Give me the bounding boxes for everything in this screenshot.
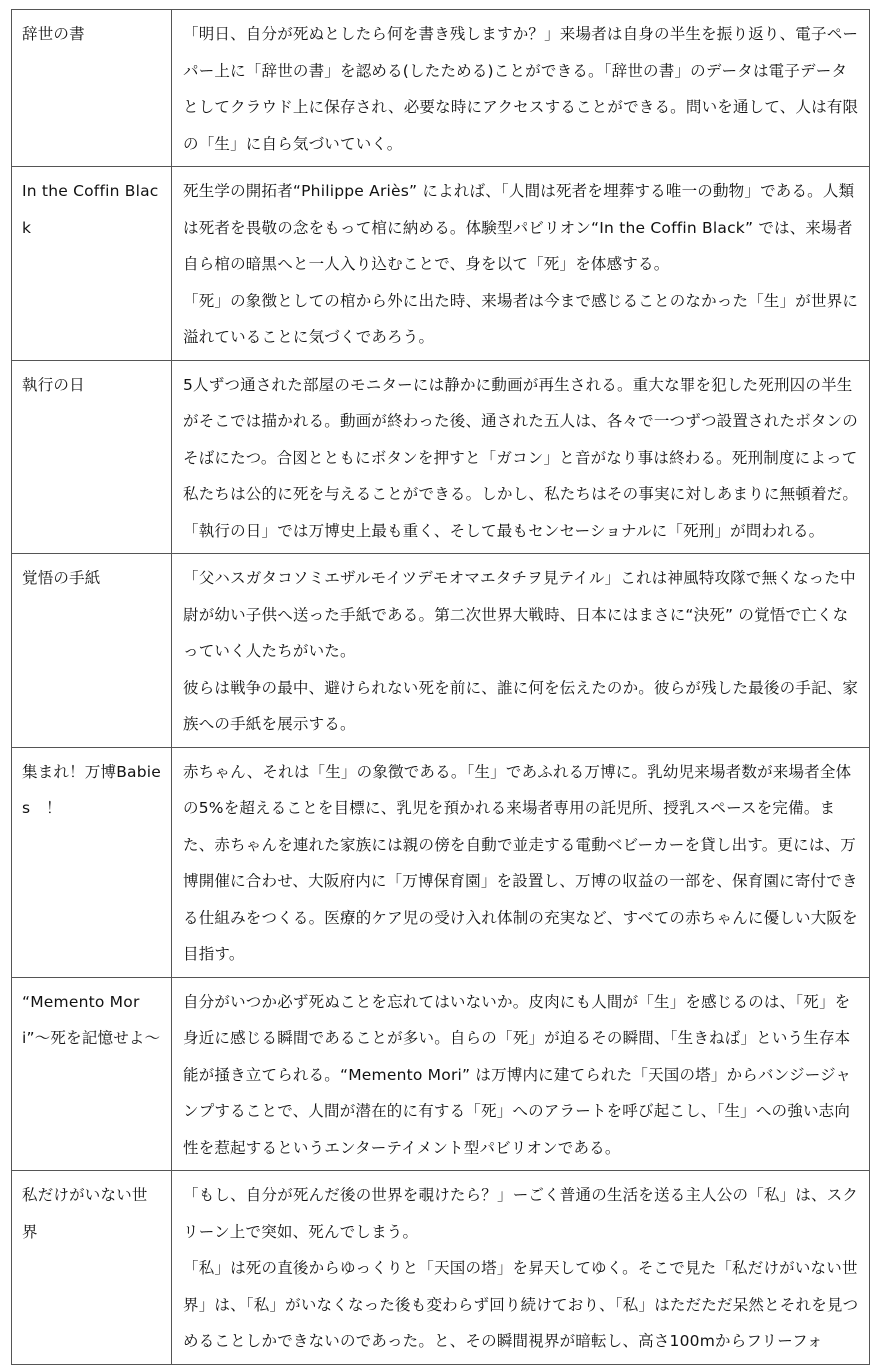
- table-row: [12, 167, 870, 361]
- table-body: [12, 10, 870, 1365]
- table-row: [12, 360, 870, 554]
- table-row: [12, 10, 870, 167]
- description-paragraph: 「死」の象徴としての棺から外に出た時、来場者は今まで感じることのなかった「生」が世界に溢れていることに気づくであろう。: [183, 291, 859, 346]
- row-description: [172, 360, 870, 554]
- row-title: In the Coffin Black: [12, 167, 172, 361]
- description-paragraph: 「明日、自分が死ぬとしたら何を書き残しますか？」来場者は自身の半生を振り返り、電子ペーパー上に「辞世の書」を認める(したためる)ことができる。「辞世の書」のデータは電子データとしてクラウド上に保存され、必要な時にアクセスすることができる。問いを通して、人は有限の「生」に自ら気づいていく。: [183, 25, 859, 153]
- row-description: [172, 167, 870, 361]
- description-paragraph: 死生学の開拓者“Philippe Ariès” によれば、「人間は死者を埋葬する唯一の動物」である。人類は死者を畏敬の念をもって棺に納める。体験型パビリオン“In the Coffin Black” では、来場者自ら棺の暗黒へと一人入り込むことで、身を以て「死」を体感する。: [183, 182, 855, 273]
- row-title: 辞世の書: [12, 10, 172, 167]
- row-description: [172, 747, 870, 977]
- pavilion-table: [11, 9, 870, 1365]
- description-paragraph: 「もし、自分が死んだ後の世界を覗けたら？」ーごく普通の生活を送る主人公の「私」は、スクリーン上で突如、死んでしまう。: [183, 1186, 859, 1241]
- description-paragraph: 赤ちゃん、それは「生」の象徴である。「生」であふれる万博に。乳幼児来場者数が来場者全体の5%を超えることを目標に、乳児を預かれる来場者専用の託児所、授乳スペースを完備。また、赤ちゃんを連れた家族には親の傍を自動で並走する電動ベビーカーを貸し出す。更には、万博開催に合わせ、大阪府内に「万博保育園」を設置し、万博の収益の一部を、保育園に寄付できる仕組みをつくる。医療的ケア児の受け入れ体制の充実など、すべての赤ちゃんに優しい大阪を目指す。: [183, 762, 858, 963]
- row-title: 覚悟の手紙: [12, 554, 172, 748]
- row-description: [172, 10, 870, 167]
- description-paragraph: 自分がいつか必ず死ぬことを忘れてはいないか。皮肉にも人間が「生」を感じるのは、「死」を身近に感じる瞬間であることが多い。自らの「死」が迫るその瞬間、「生きねば」という生存本能が掻き立てられる。“Memento Mori” は万博内に建てられた「天国の塔」からバンジージャンプすることで、人間が潜在的に有する「死」へのアラートを呼び起こし、「生」への強い志向性を惹起するというエンターテイメント型パビリオンである。: [183, 992, 852, 1157]
- row-title: “Memento Mori”～死を記憶せよ～: [12, 977, 172, 1171]
- description-paragraph: 「私」は死の直後からゆっくりと「天国の塔」を昇天してゆく。そこで見た「私だけがいない世界」は、「私」がいなくなった後も変わらず回り続けており、「私」はただただ呆然とそれを見つめることしかできないのであった。と、その瞬間視界が暗転し、高さ100mからフリーフォ: [183, 1259, 859, 1350]
- row-description: [172, 554, 870, 748]
- table-row: [12, 977, 870, 1171]
- row-title: 集まれ！万博Babies ！: [12, 747, 172, 977]
- table-row: [12, 1171, 870, 1365]
- description-paragraph: 「父ハスガタコソミエザルモイツデモオマエタチヲ見テイル」これは神風特攻隊で無くなった中尉が幼い子供へ送った手紙である。第二次世界大戦時、日本にはまさに“決死” の覚悟で亡くなっていく人たちがいた。: [183, 569, 856, 660]
- description-paragraph: 5人ずつ通された部屋のモニターには静かに動画が再生される。重大な罪を犯した死刑囚の半生がそこでは描かれる。動画が終わった後、通された五人は、各々で一つずつ設置されたボタンのそばにたつ。合図とともにボタンを押すと「ガコン」と音がなり事は終わる。死刑制度によって私たちは公的に死を与えることができる。しかし、私たちはその事実に対しあまりに無頓着だ。「執行の日」では万博史上最も重く、そして最もセンセーショナルに「死刑」が問われる。: [183, 375, 859, 540]
- row-title: 執行の日: [12, 360, 172, 554]
- row-title: 私だけがいない世界: [12, 1171, 172, 1365]
- table-row: [12, 554, 870, 748]
- row-description: [172, 977, 870, 1171]
- table-row: [12, 747, 870, 977]
- description-paragraph: 彼らは戦争の最中、避けられない死を前に、誰に何を伝えたのか。彼らが残した最後の手記、家族への手紙を展示する。: [183, 678, 859, 733]
- row-description: [172, 1171, 870, 1365]
